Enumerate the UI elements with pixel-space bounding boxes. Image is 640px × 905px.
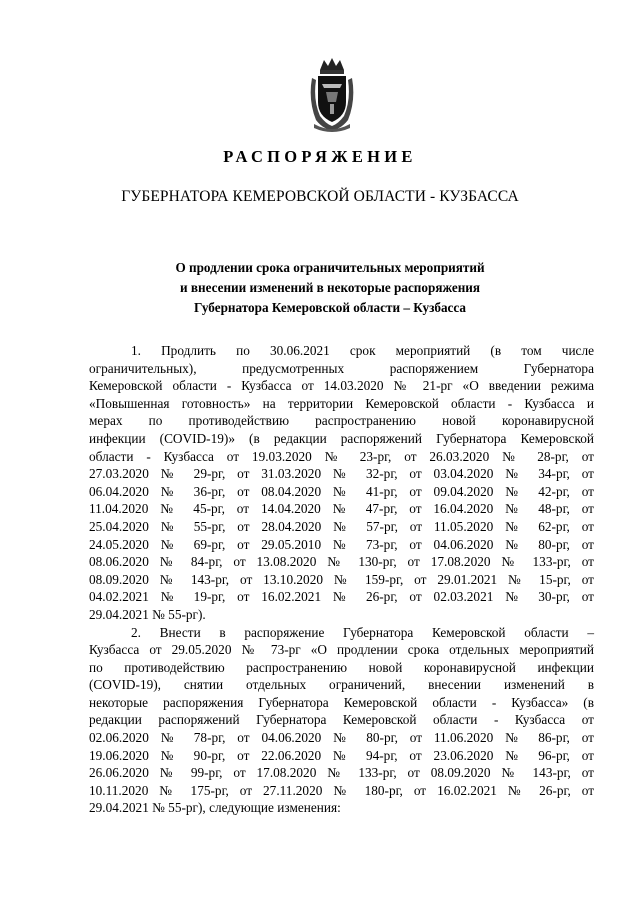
document-title: РАСПОРЯЖЕНИЕ: [223, 147, 417, 166]
paragraph-line: (COVID-19), снятии отдельных ограничений, внесении изменений в: [89, 677, 594, 693]
coat-of-arms-icon: [306, 56, 358, 134]
paragraph-line: 26.06.2020 № 99-рг, от 17.08.2020 № 133-рг, от 08.09.2020 № 143-рг, от: [89, 765, 594, 781]
heading-line: и внесении изменений в некоторые распоряжения: [179, 280, 481, 295]
paragraph-line: 11.04.2020 № 45-рг, от 14.04.2020 № 47-рг, от 16.04.2020 № 48-рг, от: [89, 501, 594, 517]
paragraph-line: Кузбасса от 29.05.2020 № 73-рг «О продлении срока отдельных мероприятий: [89, 642, 594, 658]
paragraph-line: ограничительных), предусмотренных распоряжением Губернатора: [89, 360, 594, 376]
heading-line: О продлении срока ограничительных мероприятий: [175, 260, 485, 275]
paragraph-line: 29.04.2021 № 55-рг).: [89, 606, 206, 622]
paragraph-line: мерах по противодействию распространению новой коронавирусной: [89, 413, 594, 429]
paragraph-line: 25.04.2020 № 55-рг, от 28.04.2020 № 57-рг, от 11.05.2020 № 62-рг, от: [89, 518, 594, 534]
paragraph-line: 27.03.2020 № 29-рг, от 31.03.2020 № 32-рг, от 03.04.2020 № 34-рг, от: [89, 466, 594, 482]
paragraph-line: области - Кузбасса от 19.03.2020 № 23-рг, от 26.03.2020 № 28-рг, от: [89, 448, 594, 464]
document-subtitle: ГУБЕРНАТОРА КЕМЕРОВСКОЙ ОБЛАСТИ - КУЗБАССА: [121, 188, 519, 205]
paragraph-line: инфекции (COVID-19)» (в редакции распоряжений Губернатора Кемеровской: [89, 430, 594, 446]
paragraph-line: Кемеровской области - Кузбасса от 14.03.2020 № 21-рг «О введении режима: [89, 378, 594, 394]
paragraph-start-line: 1. Продлить по 30.06.2021 срок мероприятий (в том числе: [131, 343, 594, 358]
paragraph-line: по противодействию распространению новой коронавирусной инфекции: [89, 659, 594, 675]
document-heading: [120, 258, 540, 318]
paragraph-line: 02.06.2020 № 78-рг, от 04.06.2020 № 80-рг, от 11.06.2020 № 86-рг, от: [89, 730, 594, 746]
paragraph-line: 24.05.2020 № 69-рг, от 29.05.2010 № 73-рг, от 04.06.2020 № 80-рг, от: [89, 536, 594, 552]
paragraph-line: 29.04.2021 № 55-рг), следующие изменения:: [89, 800, 341, 816]
paragraph-line: некоторые распоряжения Губернатора Кемеровской области - Кузбасса» (в: [89, 694, 594, 710]
paragraph-line: 08.09.2020 № 143-рг, от 13.10.2020 № 159-рг, от 29.01.2021 № 15-рг, от: [89, 571, 594, 587]
paragraph-line: редакции распоряжений Губернатора Кемеровской области - Кузбасса от: [89, 712, 594, 728]
paragraph-line: 19.06.2020 № 90-рг, от 22.06.2020 № 94-рг, от 23.06.2020 № 96-рг, от: [89, 747, 594, 763]
paragraph-start-line: 2. Внести в распоряжение Губернатора Кемеровской области –: [131, 624, 594, 640]
heading-line: Губернатора Кемеровской области – Кузбасса: [193, 300, 467, 315]
paragraph-line: «Повышенная готовность» на территории Кемеровской области - Кузбасса и: [89, 395, 594, 411]
document-body: [89, 342, 594, 817]
paragraph-line: 08.06.2020 № 84-рг, от 13.08.2020 № 130-рг, от 17.08.2020 № 133-рг, от: [89, 554, 594, 570]
paragraph-line: 06.04.2020 № 36-рг, от 08.04.2020 № 41-рг, от 09.04.2020 № 42-рг, от: [89, 483, 594, 499]
paragraph-line: 10.11.2020 № 175-рг, от 27.11.2020 № 180-рг, от 16.02.2021 № 26-рг, от: [89, 782, 594, 798]
paragraph-line: 04.02.2021 № 19-рг, от 16.02.2021 № 26-рг, от 02.03.2021 № 30-рг, от: [89, 589, 594, 605]
